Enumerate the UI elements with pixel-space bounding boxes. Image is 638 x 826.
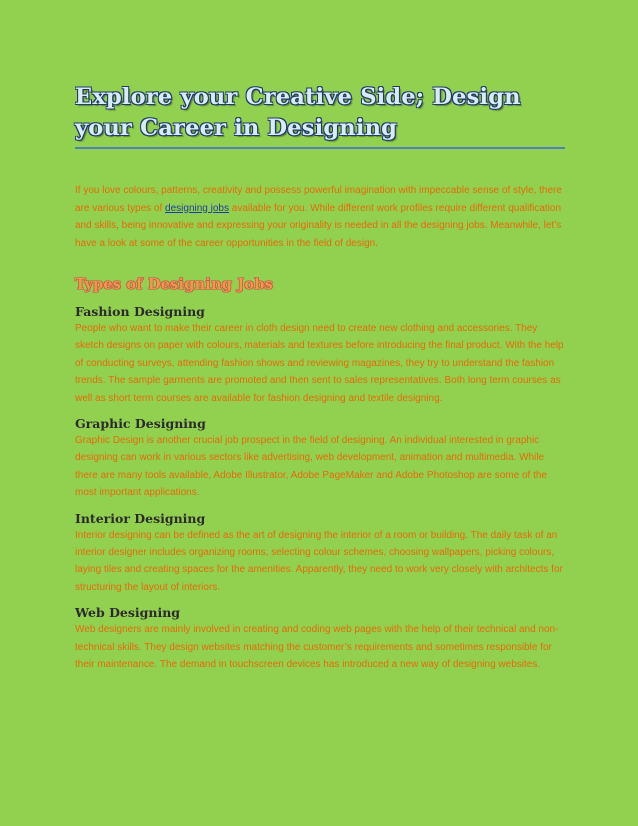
job-section-web: [75, 604, 565, 673]
section-heading: Types of Designing Jobs: [75, 276, 273, 293]
job-description: Interior designing can be defined as the art of designing the interior of a room or building. The daily task of an interior designer includes organizing rooms, selecting colour schemes, choosing wallpapers, picking colours, laying tiles and creating spaces for the amenities. Apparently, they need to work very closely with architects for structuring the layout of interiors.: [75, 529, 563, 593]
document-body: [75, 82, 565, 674]
page-title-line-1: Explore your Creative Side; Design: [75, 84, 521, 110]
job-title: Graphic Designing: [75, 416, 206, 432]
intro-text-before-link: If you love colours, patterns, creativity and possess powerful imagination with impeccable sense of style, there are various types of: [75, 185, 562, 214]
job-title: Fashion Designing: [75, 304, 205, 319]
job-section-graphic: [75, 415, 565, 502]
page-title-line-2: your Career in Designing: [75, 115, 398, 141]
designing-jobs-link[interactable]: designing jobs: [165, 202, 229, 214]
job-title: Web Designing: [75, 605, 181, 621]
job-section-fashion: [75, 303, 565, 407]
intro-paragraph: [75, 182, 565, 252]
job-description: People who want to make their career in cloth design need to create new clothing and accessories. They sketch designs on paper with colours, materials and textures before introducing the final product. With the help of conducting surveys, attending fashion shows and reviewing magazines, they try to understand the fashion trends. The sample garments are promoted and then sent to sales representatives. Both long term courses as well as short term courses are available for fashion designing and textile designing.: [75, 323, 564, 404]
intro-text-after-link: available for you. While different work profiles require different qualification and skills, being innovative and expressing your originality is needed in all the designing jobs. Meanwhile, let’s have a look at some of the career opportunities in the field of design.: [75, 202, 562, 249]
job-title: Interior Designing: [75, 510, 206, 526]
title-underline: [75, 147, 565, 149]
page-title: [75, 82, 565, 144]
job-section-interior: [75, 510, 565, 597]
job-description: Web designers are mainly involved in creating and coding web pages with the help of their technical and non-technical skills. They design websites matching the customer’s requirements and sometimes responsible for their maintenance. The demand in touchscreen devices has introduced a new way of designing websites.: [75, 624, 559, 671]
job-description: Graphic Design is another crucial job prospect in the field of designing. An individual interested in graphic designing can work in various sectors like advertising, web development, animation and multimedia. While there are many tools available, Adobe Illustrator, Adobe PageMaker and Adobe Photoshop are some of the most important applications.: [75, 435, 547, 499]
